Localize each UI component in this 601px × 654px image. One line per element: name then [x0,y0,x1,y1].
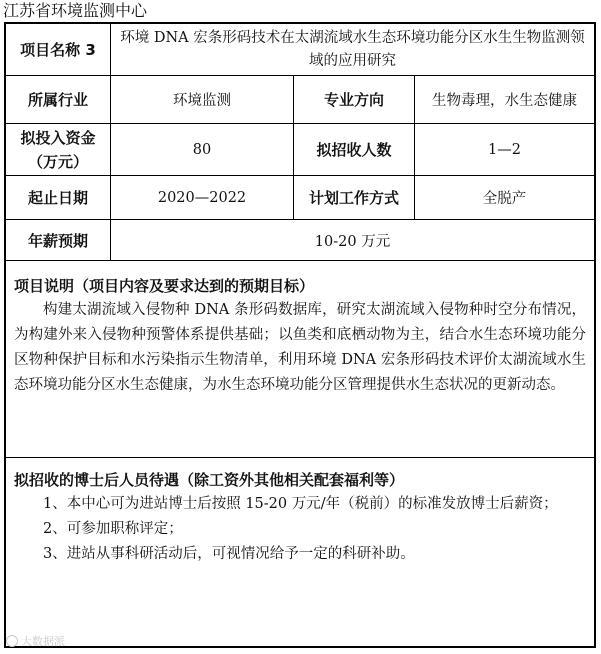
major-value: 生物毒理，水生态健康 [432,93,577,109]
benefits-heading: 拟招收的博士后人员待遇（除工资外其他相关配套福利等） [14,471,405,489]
project-name-label: 项目名称 3 [20,41,96,59]
dates-label: 起止日期 [27,189,88,207]
postdoc-benefits [6,468,594,638]
row-divider [6,260,594,261]
recruit-count-value: 1—2 [488,141,521,158]
description-body: 构建太湖流域入侵物种 DNA 条形码数据库，研究太湖流域入侵物种时空分布情况，为构建外来入侵物种预警体系提供基础；以鱼类和底栖动物为主，结合水生态环境功能分区物种保护目标和水污染指示生物清单，利用环境 DNA 宏条形码技术评价太湖流域水生态环境功能分区水生态健康，为水生态环境功能分区管理提供水生态状况的更新动态。 [14,302,586,393]
description-heading: 项目说明（项目内容及要求达到的预期目标） [14,277,315,295]
watermark [6,633,65,649]
funding-label: 拟投入资金（万元） [20,128,96,171]
benefit-item: 2、可参加职称评定； [43,521,183,537]
funding-value: 80 [192,141,212,158]
watermark-text: 大数据派 [21,635,65,648]
salary-label: 年薪预期 [27,231,88,250]
work-mode-label: 计划工作方式 [308,189,399,207]
industry-value: 环境监测 [173,93,231,109]
dates-value: 2020—2022 [157,189,247,206]
benefit-item: 1、本中心可为进站博士后按照 15-20 万元/年（税前）的标准发放博士后薪资； [43,496,558,512]
benefit-item: 3、进站从事科研活动后，可视情况给予一定的科研补助。 [43,546,415,562]
salary-value: 10-20 万元 [314,233,391,250]
work-mode-value: 全脱产 [482,191,527,207]
major-label: 专业方向 [323,91,384,109]
project-name-value: 环境 DNA 宏条形码技术在太湖流域水生态环境功能分区水生生物监测领域的应用研究 [120,29,585,69]
industry-label: 所属行业 [27,91,88,109]
recruit-count-label: 拟招收人数 [316,141,392,159]
project-description [6,274,594,454]
page-title: 江苏省环境监测中心 [3,1,148,20]
recruitment-table [4,22,596,648]
watermark-logo-icon [6,635,18,647]
row-divider [6,457,594,458]
